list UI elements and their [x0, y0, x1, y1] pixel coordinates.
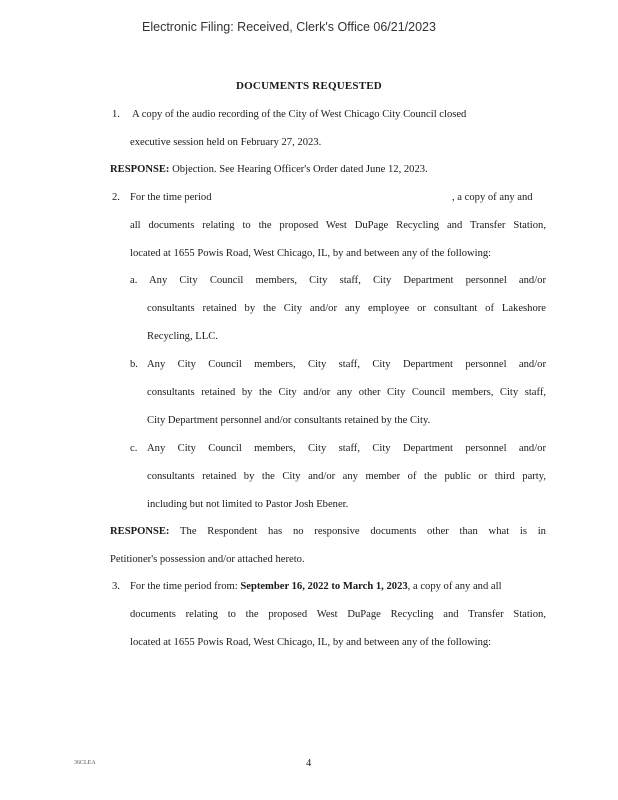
sub-c-line3: including but not limited to Pastor Josh Ebener. — [147, 499, 349, 510]
sub-b-letter: b. — [130, 359, 138, 370]
item3-line2: documents relating to the proposed West DuPage Recycling and Transfer Station, — [130, 609, 546, 620]
item2-line1-end: , a copy of any and — [452, 192, 533, 203]
sub-c-letter: c. — [130, 443, 138, 454]
response1-text: Objection. See Hearing Officer's Order dated June 12, 2023. — [172, 164, 428, 175]
item1-line2: executive session held on February 27, 2023. — [130, 137, 322, 148]
response1-label: RESPONSE: — [110, 164, 170, 175]
sub-a-letter: a. — [130, 275, 138, 286]
item2-line3: located at 1655 Powis Road, West Chicago, IL, by and between any of the following: — [130, 248, 492, 259]
footer-code: 36CLEA — [74, 760, 96, 766]
sub-a-line1: Any City Council members, City staff, City Department personnel and/or — [149, 275, 546, 286]
filing-stamp: Electronic Filing: Received, Clerk's Office 06/21/2023 — [142, 20, 436, 34]
response2-text: The Respondent has no responsive documents other than what is in — [180, 526, 546, 537]
item3-line1-end: , a copy of any and all — [407, 581, 502, 592]
item3-date-range: September 16, 2022 to March 1, 2023 — [240, 581, 408, 592]
item3-line3: located at 1655 Powis Road, West Chicago, IL, by and between any of the following: — [130, 637, 492, 648]
response1 — [110, 163, 428, 177]
item1-line1: A copy of the audio recording of the City of West Chicago City Council closed — [132, 109, 467, 120]
response2-label: RESPONSE: — [110, 526, 170, 537]
item1-number: 1. — [112, 109, 120, 120]
item2-line1-start: For the time period — [130, 192, 212, 203]
item2-number: 2. — [112, 192, 120, 203]
page-number: 4 — [306, 758, 312, 769]
sub-a-line3: Recycling, LLC. — [147, 331, 218, 342]
item2-line2: all documents relating to the proposed West DuPage Recycling and Transfer Station, — [130, 220, 546, 231]
item3-line1 — [130, 580, 502, 594]
sub-b-line3: City Department personnel and/or consultants retained by the City. — [147, 415, 431, 426]
sub-c-line2: consultants retained by the City and/or any member of the public or third party, — [147, 471, 546, 482]
item3-line1-start: For the time period from: — [130, 581, 238, 592]
response2-line2: Petitioner's possession and/or attached hereto. — [110, 554, 305, 565]
section-heading: DOCUMENTS REQUESTED — [236, 80, 382, 92]
sub-b-line1: Any City Council members, City staff, City Department personnel and/or — [147, 359, 546, 370]
sub-a-line2: consultants retained by the City and/or any employee or consultant of Lakeshore — [147, 303, 546, 314]
sub-b-line2: consultants retained by the City and/or any other City Council members, City staff, — [147, 387, 546, 398]
item3-number: 3. — [112, 581, 120, 592]
sub-c-line1: Any City Council members, City staff, City Department personnel and/or — [147, 443, 546, 454]
response2-line1 — [110, 525, 546, 539]
